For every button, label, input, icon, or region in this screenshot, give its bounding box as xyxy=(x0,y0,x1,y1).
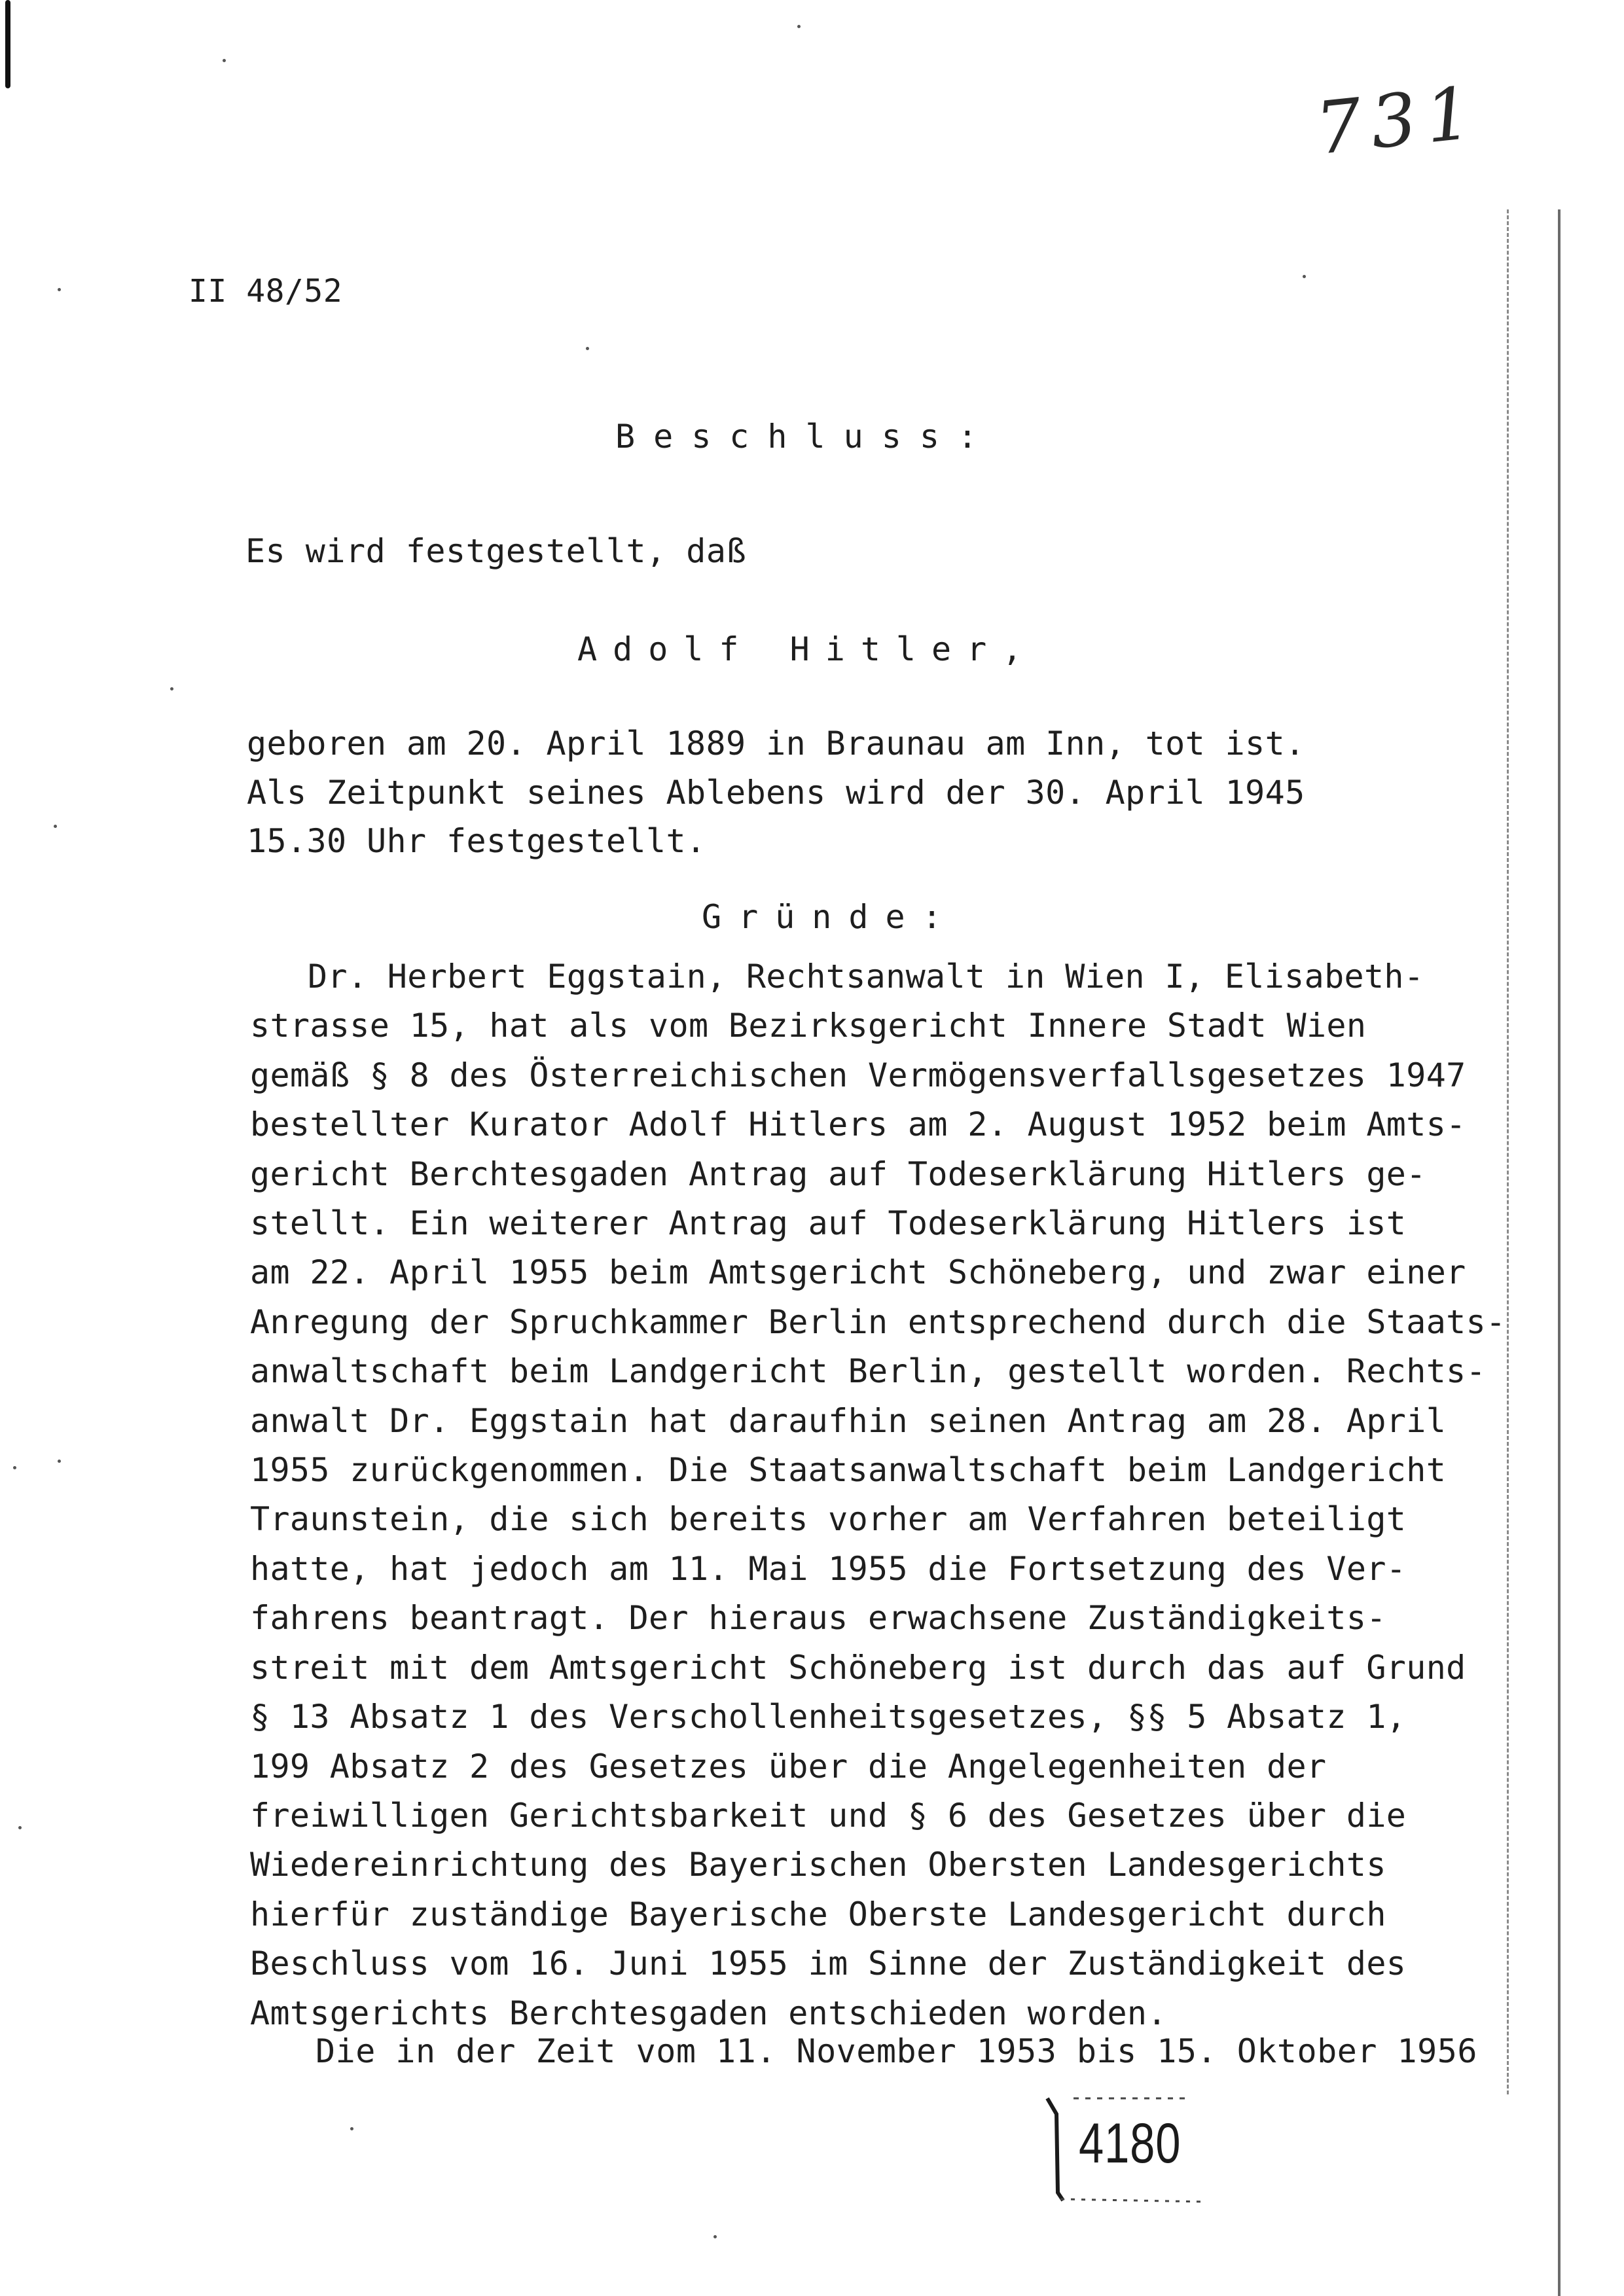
stamp-number: 4180 xyxy=(1079,2112,1182,2175)
case-reference: II 48/52 xyxy=(189,273,343,310)
intro-text: Es wird festgestellt, daß xyxy=(245,532,747,570)
reasons-paragraph xyxy=(250,952,1506,2038)
speck xyxy=(18,1826,22,1829)
reasons-line: streit mit dem Amtsgericht Schöneberg ist durch das auf Grund xyxy=(250,1648,1466,1687)
speck xyxy=(170,687,173,691)
speck xyxy=(1303,275,1306,278)
reasons-heading: Gründe: xyxy=(702,898,959,936)
reasons-line: freiwilligen Gerichtsbarkeit und § 6 des Gesetzes über die xyxy=(250,1796,1407,1835)
speck xyxy=(13,1466,16,1469)
document-title: Beschluss: xyxy=(615,418,996,456)
speck xyxy=(54,825,57,828)
speck xyxy=(350,2127,353,2130)
reasons-line: strasse 15, hat als vom Bezirksgericht Innere Stadt Wien xyxy=(250,1007,1367,1045)
ruling-line: geboren am 20. April 1889 in Braunau am Inn, tot ist. xyxy=(247,725,1305,762)
archive-stamp xyxy=(1034,2088,1231,2212)
reasons-line: Anregung der Spruchkammer Berlin entsprechend durch die Staats- xyxy=(250,1302,1506,1341)
reasons-line: hierfür zuständige Bayerische Oberste Landesgericht durch xyxy=(250,1895,1386,1933)
person-name: Adolf Hitler, xyxy=(577,630,1038,668)
reasons-line: 199 Absatz 2 des Gesetzes über die Angelegenheiten der xyxy=(250,1747,1327,1785)
punch-mark xyxy=(5,0,10,88)
speck xyxy=(58,288,61,291)
reasons-line: am 22. April 1955 beim Amtsgericht Schöneberg, und zwar einer xyxy=(250,1253,1466,1292)
reasons-line: Wiedereinrichtung des Bayerischen Obersten Landesgerichts xyxy=(250,1846,1386,1884)
speck xyxy=(586,347,589,350)
reasons-line: fahrens beantragt. Der hieraus erwachsene Zuständigkeits- xyxy=(250,1599,1386,1638)
reasons-line: gericht Berchtesgaden Antrag auf Todeserklärung Hitlers ge- xyxy=(250,1155,1426,1193)
ruling-paragraph xyxy=(247,719,1305,866)
reasons-line: gemäß § 8 des Österreichischen Vermögensverfallsgesetzes 1947 xyxy=(250,1056,1466,1094)
handwritten-page-number: 731 xyxy=(1312,70,1485,171)
speck xyxy=(713,2235,717,2238)
ruling-line: 15.30 Uhr festgestellt. xyxy=(247,822,706,860)
reasons-line: Beschluss vom 16. Juni 1955 im Sinne der Zuständigkeit des xyxy=(250,1945,1407,1983)
reasons-line: § 13 Absatz 1 des Verschollenheitsgesetzes, §§ 5 Absatz 1, xyxy=(250,1698,1407,1736)
speck xyxy=(58,1460,61,1463)
reasons-line: anwalt Dr. Eggstain hat daraufhin seinen Antrag am 28. April xyxy=(250,1401,1447,1440)
speck xyxy=(223,59,226,62)
reasons-line: bestellter Kurator Adolf Hitlers am 2. August 1952 beim Amts- xyxy=(250,1105,1466,1144)
reasons-line: hatte, hat jedoch am 11. Mai 1955 die Fortsetzung des Ver- xyxy=(250,1549,1407,1588)
reasons-line: anwaltschaft beim Landgericht Berlin, gestellt worden. Rechts- xyxy=(250,1352,1487,1391)
ruling-line: Als Zeitpunkt seines Ablebens wird der 30. April 1945 xyxy=(247,773,1305,812)
reasons-line: 1955 zurückgenommen. Die Staatsanwaltschaft beim Landgericht xyxy=(250,1451,1447,1490)
speck xyxy=(797,25,801,28)
page-edge-line xyxy=(1558,209,1561,2296)
reasons-line: Traunstein, die sich bereits vorher am Verfahren beteiligt xyxy=(250,1500,1407,1539)
reasons-line: stellt. Ein weiterer Antrag auf Todeserklärung Hitlers ist xyxy=(250,1204,1407,1243)
margin-dashed-line xyxy=(1507,209,1509,2094)
reasons-line: Amtsgerichts Berchtesgaden entschieden worden. xyxy=(250,1994,1167,2032)
continuation-text: Die in der Zeit vom 11. November 1953 bis 15. Oktober 1956 xyxy=(316,2032,1477,2070)
reasons-line: Dr. Herbert Eggstain, Rechtsanwalt in Wien I, Elisabeth- xyxy=(308,958,1424,996)
